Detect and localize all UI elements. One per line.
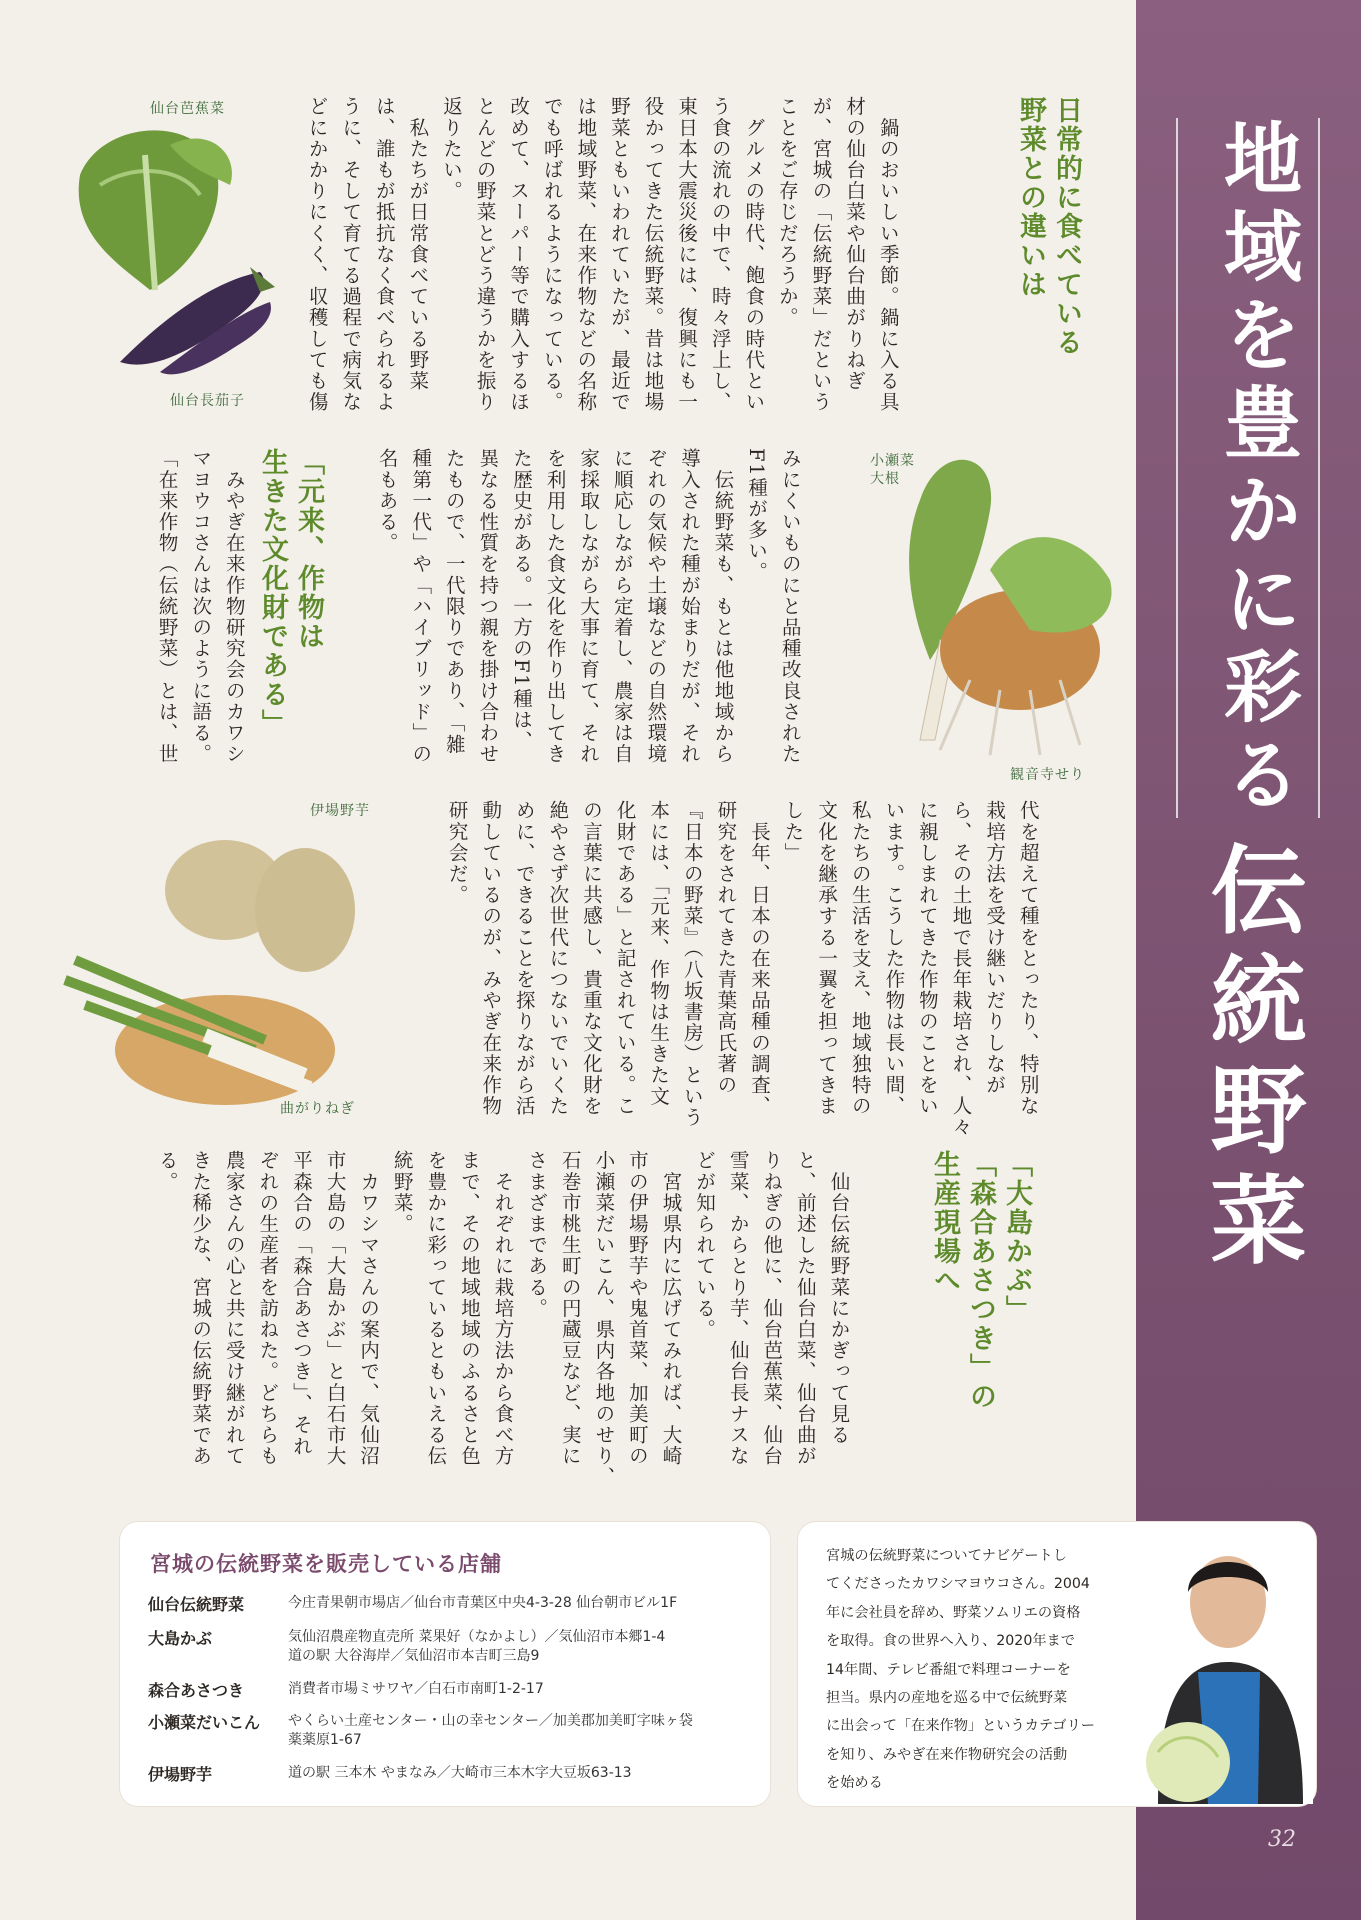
label-iba-yaimo: 伊場野芋 bbox=[310, 803, 370, 819]
shops-title: 宮城の伝統野菜を販売している店舗 bbox=[150, 1552, 502, 1576]
profile-box bbox=[798, 1522, 1316, 1806]
section3-body: 仙台伝統野菜にかぎって見る と、前述した仙台白菜、仙台曲が りねぎの他に、仙台芭蕉菜、仙台 雪菜、からとり芋、仙台長ナスな どが知られている。 宮城県内に広げてみれば、大崎 市の伊場野芋や鬼首菜、加美町の 小瀬菜だいこん、県内各地のせり、 石巻市桃生町の円蔵豆など、実に さまざまである。 それぞれに栽培方法から食べ方 まで、その地域地域のふるさと色 を豊かに彩っているともいえる伝 統野菜。 カワシマさんの案内で、気仙沼 市大島の「大島かぶ」と白石市大 平森合の「森合あさつき」、それ ぞれの生産者を訪ねた。どちらも 農家さんの心と共に受け継がれて きた稀少な、宮城の伝統野菜であ る。 bbox=[155, 1150, 851, 1488]
shop-info: やくらい土産センター・山の幸センター／加美郡加美町字味ヶ袋 薬薬原1-67 bbox=[288, 1713, 693, 1748]
shop-info: 気仙沼農産物直売所 菜果好（なかよし）／気仙沼市本郷1-4 道の駅 大谷海岸／気仙沼市本吉町三島9 bbox=[288, 1629, 666, 1664]
shop-name: 仙台伝統野菜 bbox=[148, 1595, 245, 1614]
section1-body-mid: みにくいものにと品種改良された F1種が多い。 伝統野菜も、もとは他地域から 導入された種が始まりだが、それ ぞれの気候や土壌などの自然環境 に順応しながら定着し、農家は自 家採取しながら大事に育て、それ を利用した食文化を作り出してき た歴史がある。一方のF1種は、 異なる性質を持つ親を掛け合わせ たもので、一代限りであり、「雑 種第一代」や「ハイブリッド」の 名もある。 bbox=[375, 448, 802, 765]
nasu-illustration bbox=[110, 262, 280, 382]
section3-heading: 「大島かぶ」 「森合あさつき」の 生産現場へ bbox=[929, 1150, 1032, 1411]
imo-negi-illustration bbox=[55, 820, 375, 1120]
label-sendai-nagasu: 仙台長茄子 bbox=[170, 393, 245, 409]
shops-box bbox=[120, 1522, 770, 1806]
shop-info: 今庄青果朝市場店／仙台市青葉区中央4-3-28 仙台朝市ビル1F bbox=[288, 1595, 678, 1611]
shop-name: 伊場野芋 bbox=[148, 1765, 213, 1784]
shop-info: 道の駅 三本木 やまなみ／大崎市三本木字大豆坂63-13 bbox=[288, 1765, 632, 1781]
shop-name: 大島かぶ bbox=[148, 1629, 213, 1648]
section1-heading: 日常的に食べている 野菜との違いは bbox=[1015, 96, 1082, 357]
profile-photo bbox=[1128, 1532, 1313, 1804]
title-line2: 伝統野菜 bbox=[1195, 840, 1307, 1280]
shop-info: 消費者市場ミサワヤ／白石市南町1-2-17 bbox=[288, 1681, 544, 1697]
section1-body-top: 鍋のおいしい季節。鍋に入る具 材の仙台白菜や仙台曲がりねぎ が、宮城の「伝統野菜」だという ことをご存じだろうか。 グルメの時代、飽食の時代とい う食の流れの中で、時々浮上し、 東日本大震災後には、復興にも一 役かってきた伝統野菜。昔は地場 野菜ともいわれていたが、最近で は地域野菜、在来作物などの名称 でも呼ばれるようになっている。 改めて、スーパー等で購入するほ とんどの野菜とどう違うかを振り 返りたい。 私たちが日常食べている野菜 は、誰もが抵抗なく食べられるよ うに、そして育てる過程で病気な どにかかりにくく、収穫しても傷 bbox=[305, 96, 900, 413]
shop-name: 森合あさつき bbox=[148, 1681, 245, 1700]
label-magari-negi: 曲がりねぎ bbox=[280, 1101, 355, 1117]
section2-body-b: 代を超えて種をとったり、特別な 栽培方法を受け継いだりしなが ら、その土地で長年栽培され、人々 に親しまれてきた作物のことをい います。こうした作物は長い間、 私たちの生活を支え、地域独特の 文化を継承する一翼を担ってきま した」 長年、日本の在来品種の調査、 研究をされてきた青葉高氏著の 『日本の野菜』（八坂書房）という 本には、「元来、作物は生きた文 化財である」と記されている。こ の言葉に共感し、貴重な文化財を 絶やさず次世代につないでいくた めに、できることを探りながら活 動しているのが、みやぎ在来作物 研究会だ。 bbox=[445, 800, 1040, 1138]
profile-text: 宮城の伝統野菜についてナビゲートし てくださったカワシマヨウコさん。2004 年に会社員を辞め、野菜ソムリエの資格 を取得。食の世界へ入り、2020年まで 14年間、テレビ番組で料理コーナーを 担当。県内の産地を巡る中で伝統野菜 に出会って「在来作物」というカテゴリー を知り、みやぎ在来作物研究会の活動 を始める bbox=[826, 1548, 1095, 1792]
section2-heading: 「元来、作物は 生きた文化財である」 bbox=[257, 448, 324, 738]
label-kose-daikon: 小瀬菜 大根 bbox=[870, 453, 915, 487]
daikon-seri-illustration bbox=[880, 440, 1130, 760]
section2-body-a: みやぎ在来作物研究会のカワシ マヨウコさんは次のように語る。 「在来作物（伝統野菜）とは、世 bbox=[155, 448, 246, 765]
title-line1: 地域を豊かに彩る bbox=[1211, 118, 1301, 822]
page-number: 32 bbox=[1268, 1827, 1296, 1852]
label-kannonji-seri: 観音寺せり bbox=[1010, 767, 1085, 783]
label-sendai-bashona: 仙台芭蕉菜 bbox=[150, 101, 225, 117]
shop-name: 小瀬菜だいこん bbox=[148, 1713, 261, 1732]
